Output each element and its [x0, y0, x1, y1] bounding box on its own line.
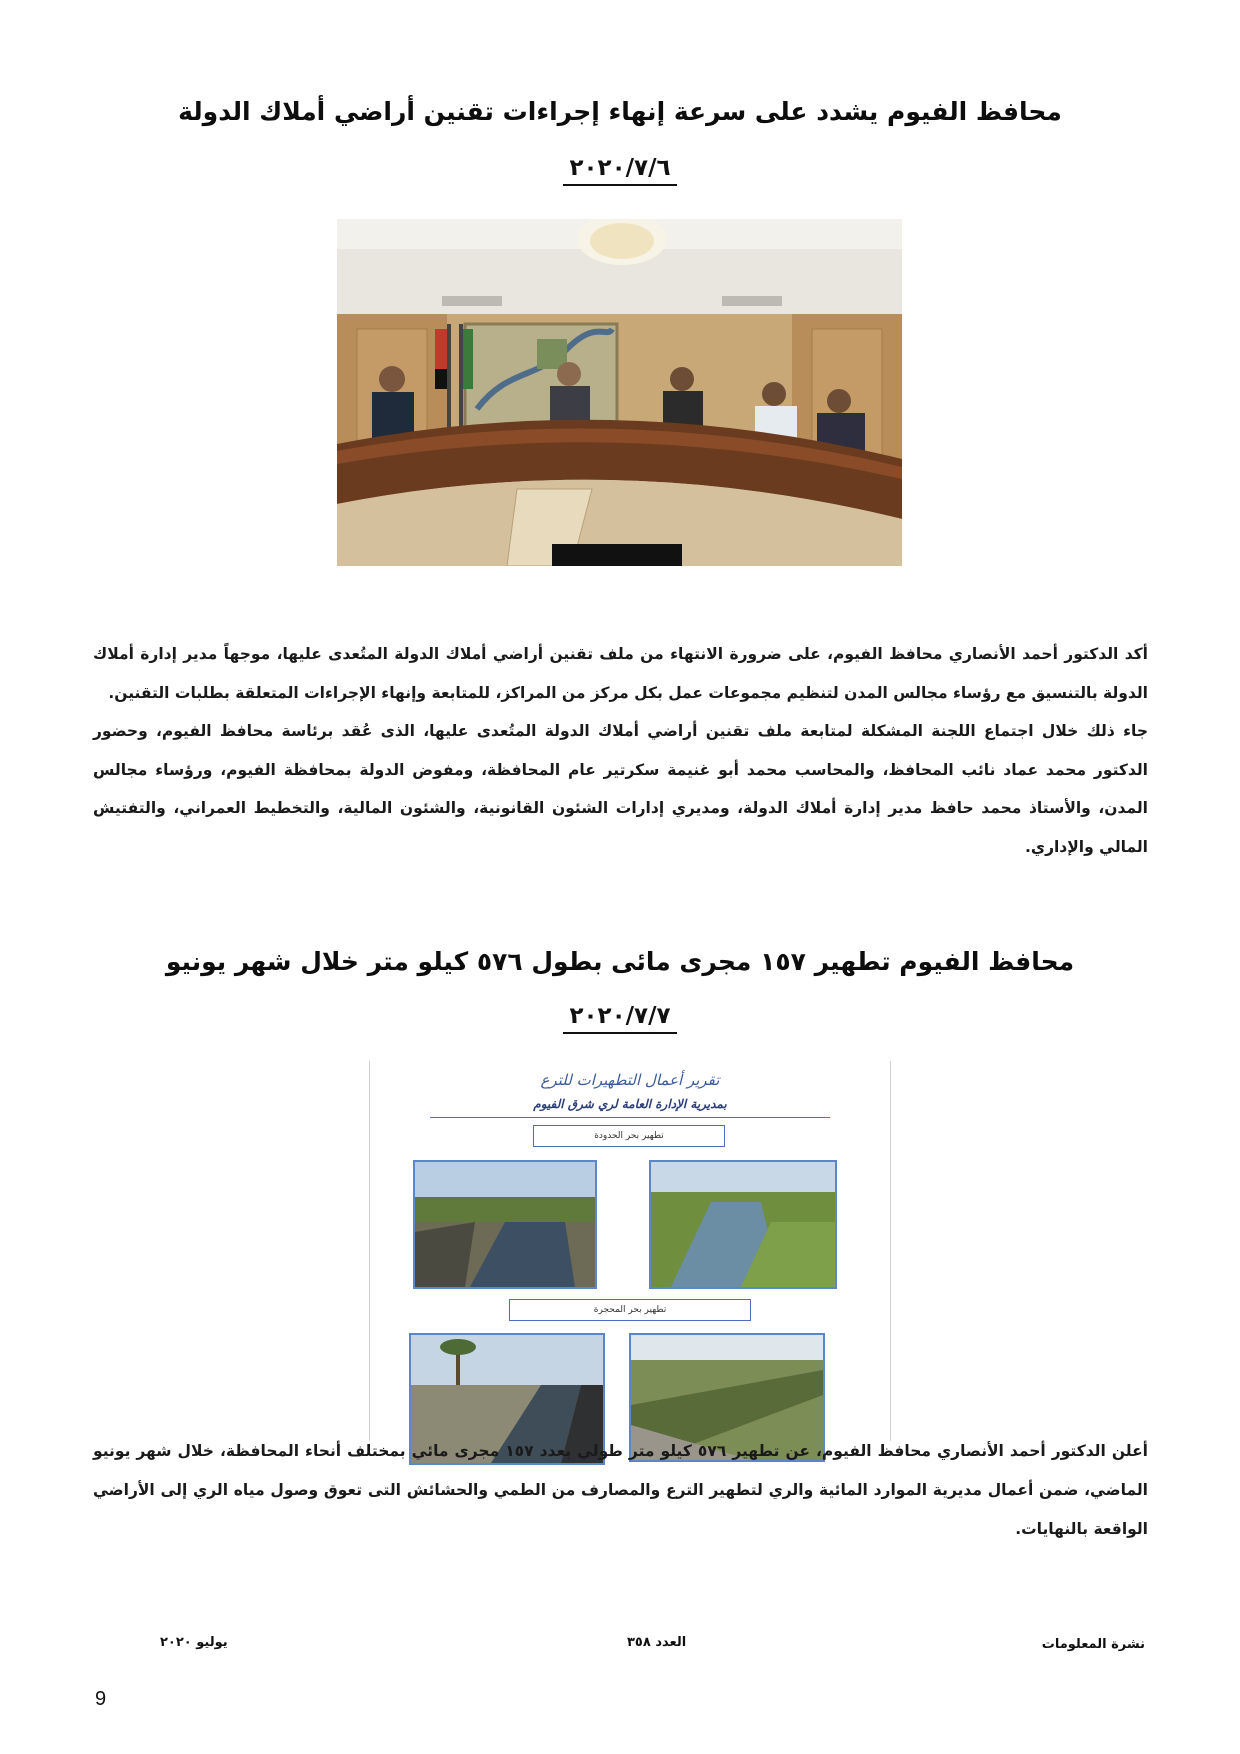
- canal-photo-2-illustration: [651, 1162, 835, 1287]
- page-number: 9: [95, 1688, 107, 1710]
- footer-publication: نشرة المعلومات: [1041, 1637, 1145, 1652]
- article2-body: [93, 1432, 1148, 1549]
- article1-date-row: [0, 155, 1240, 186]
- canal-photo-1-illustration: [415, 1162, 595, 1287]
- article2-title: محافظ الفيوم تطهير ١٥٧ مجرى مائى بطول ٥٧٦ كيلو متر خلال شهر يونيو: [165, 947, 1075, 976]
- report-title: تقرير أعمال التطهيرات للترع: [540, 1071, 720, 1089]
- report-subtitle: بمديرية الإدارة العامة لري شرق الفيوم: [533, 1097, 727, 1111]
- canal-cleaning-report-image: [369, 1061, 891, 1441]
- article1-paragraph: أكد الدكتور أحمد الأنصاري محافظ الفيوم، على ضرورة الانتهاء من ملف تقنين أراضي أملاك الدولة المتُعدى عليها، موجهاً مدير إدارة أملاك الدولة بالتنسيق مع رؤساء مجالس المدن لتنظيم مجموعات عمل بكل مركز من المراكز، للمتابعة وإنهاء الإجراءات المتعلقة بطلبات التقنين.: [93, 645, 1148, 702]
- meeting-photo: [337, 219, 902, 566]
- article2-paragraph: أعلن الدكتور أحمد الأنصاري محافظ الفيوم، عن تطهير ٥٧٦ كيلو متر طولي بعدد ١٥٧ مجرى مائي بمختلف أنحاء المحافظة، خلال شهر يونيو الماضي، ضمن أعمال مديرية الموارد المائية والري لتطهير الترع والمصارف من الطمي والحشائش التى تعوق وصول مياه الري إلى الأراضي الواقعة بالنهايات.: [93, 1442, 1148, 1538]
- footer-issue: العدد ٣٥٨: [627, 1635, 687, 1650]
- report-label-1: تطهير بحر الحدودة: [533, 1125, 725, 1147]
- canal-photo-1: [413, 1160, 597, 1289]
- article1-title: محافظ الفيوم يشدد على سرعة إنهاء إجراءات تقنين أراضي أملاك الدولة: [178, 97, 1062, 126]
- article2-date-row: [0, 1003, 1240, 1034]
- meeting-photo-illustration: [337, 219, 902, 566]
- article1-body: [93, 635, 1148, 866]
- article2-date: ٢٠٢٠/٧/٧: [563, 1003, 676, 1034]
- footer-month: يوليو ٢٠٢٠: [160, 1635, 228, 1650]
- report-divider: [430, 1117, 830, 1118]
- article1-paragraph: جاء ذلك خلال اجتماع اللجنة المشكلة لمتابعة ملف تقنين أراضي أملاك الدولة المتُعدى عليها، الذى عُقد برئاسة محافظ الفيوم، وحضور الدكتور محمد عماد نائب المحافظ، والمحاسب محمد أبو غنيمة سكرتير عام المحافظة، ومفوض الدولة بمحافظة الفيوم، ورؤساء مجالس المدن، والأستاذ محمد حافظ مدير إدارة أملاك الدولة، ومديري إدارات الشئون القانونية، والشئون المالية، والتخطيط العمراني، والتفتيش المالي والإداري.: [93, 722, 1148, 856]
- report-label-2: تطهير بحر المحجرة: [509, 1299, 751, 1321]
- canal-photo-2: [649, 1160, 837, 1289]
- article1-date: ٢٠٢٠/٧/٦: [563, 155, 676, 186]
